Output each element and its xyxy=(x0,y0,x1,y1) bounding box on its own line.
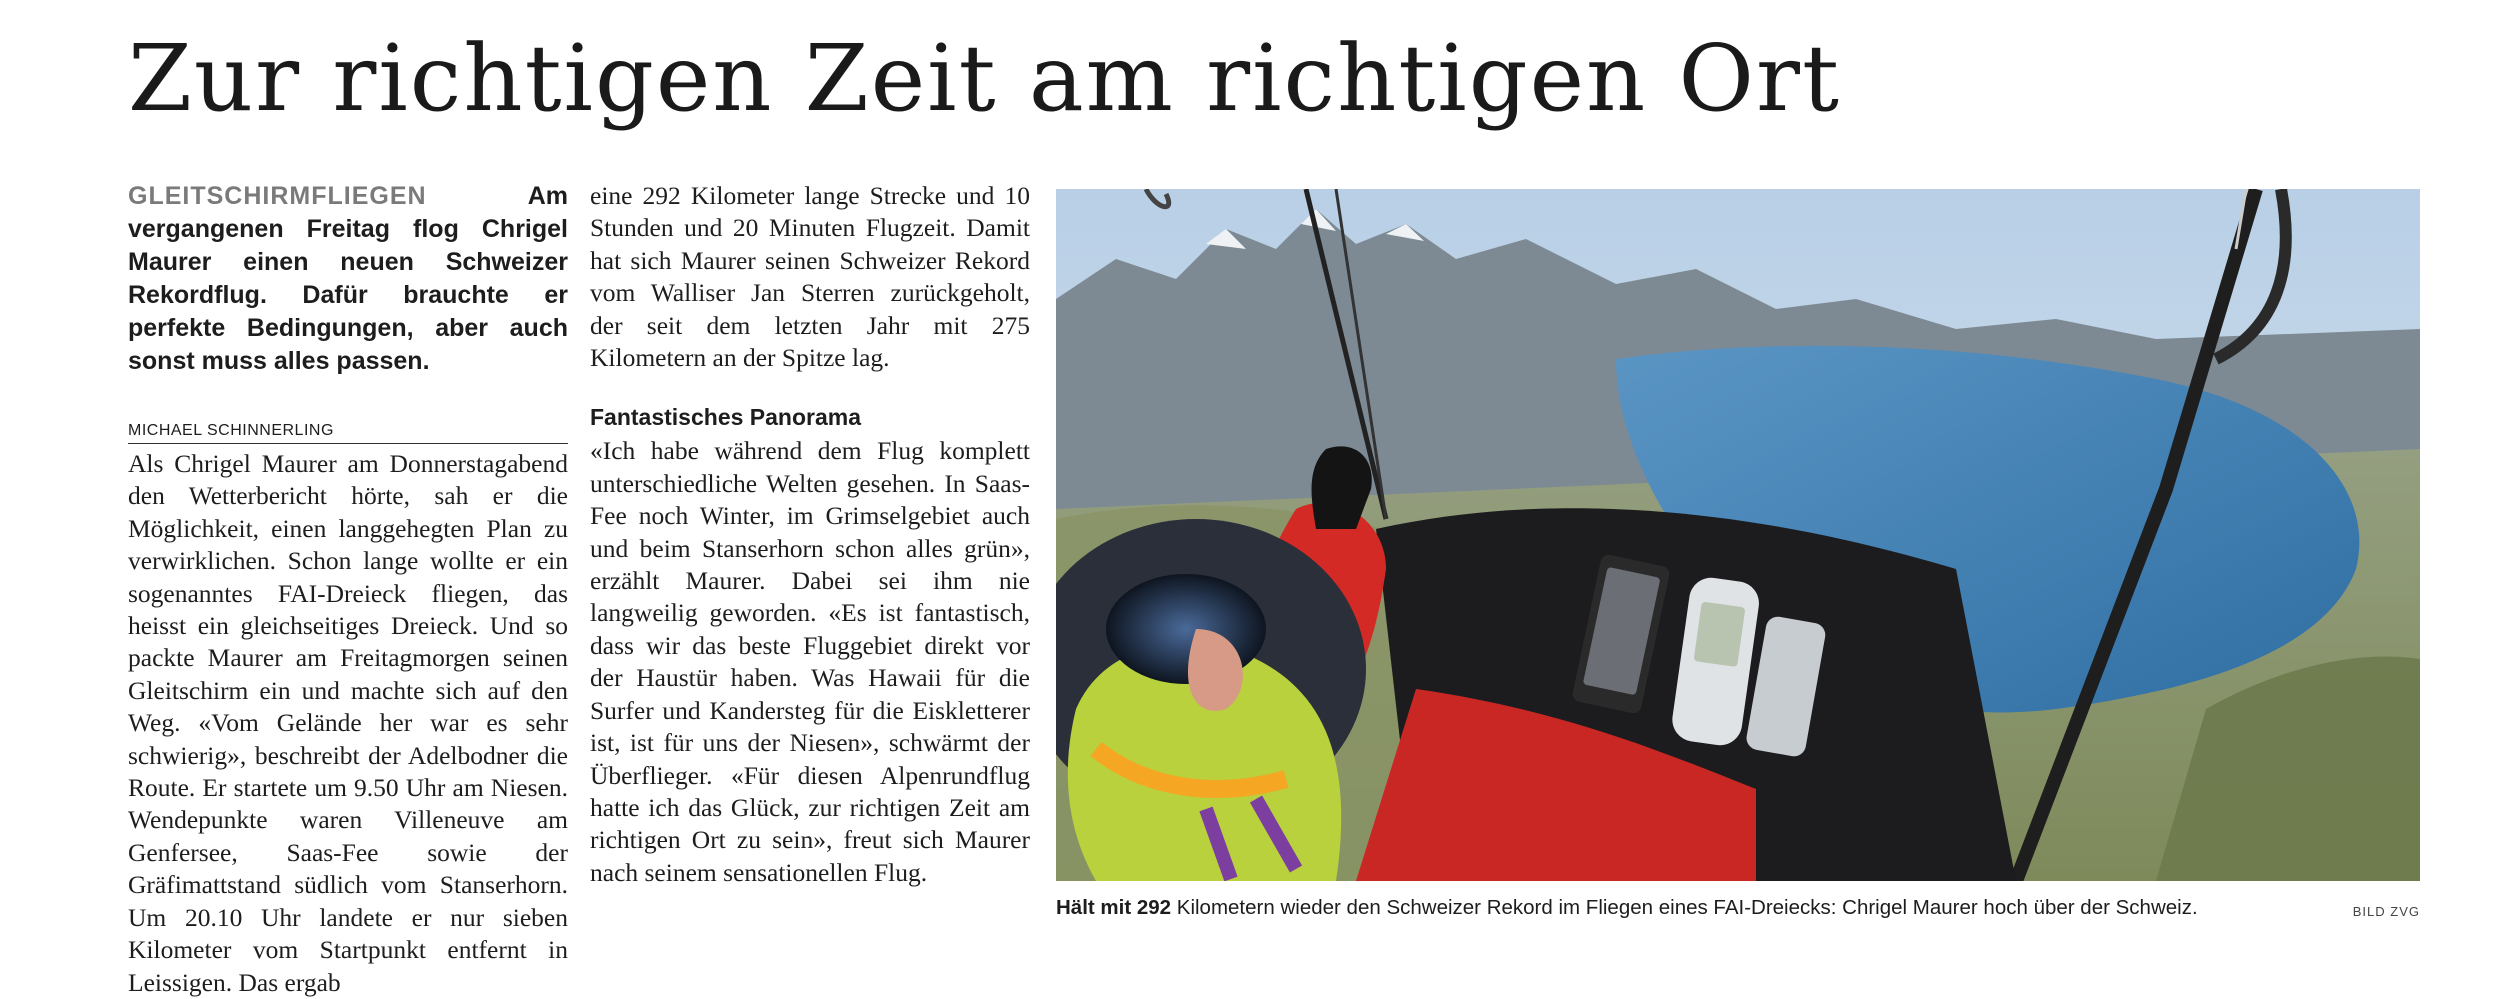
caption-bold: Hält mit 292 xyxy=(1056,896,1172,919)
body-column-2-text: eine 292 Kilometer lange Strecke und 10 Stunden und 20 Minuten Flugzeit. Damit hat sich Maurer seinen Schweizer Rekord vom Walliser Jan Sterren zurückgeholt, der seit dem letzten Jahr mit 275 Kilometern an der Spitze lag. xyxy=(590,181,1030,373)
article-lead xyxy=(128,180,568,378)
article-subhead: Fantastisches Panorama xyxy=(590,404,862,431)
paragliding-photo xyxy=(1056,189,2420,881)
body-paragraph-2: «Ich habe während dem Flug komplett unterschiedliche Welten gesehen. In Saas-Fee noch Winter, im Grimselgebiet auch und beim Stanserhorn schon alles grün», erzählt Maurer. Dabei sei ihm nie langweilig geworden. «Es ist fantastisch, dass wir das beste Fluggebiet direkt vor der Haustür haben. Was Hawaii für die Surfer und Kandersteg für die Eiskletterer ist, ist für uns der Niesen», schwärmt der Überflieger. «Für diesen Alpenrundflug hatte ich das Glück, zur richtigen Zeit am richtigen Ort zu sein», freut sich Maurer nach seinem sensationellen Flug. xyxy=(590,436,1030,887)
photo-illustration xyxy=(1056,189,2420,881)
article-headline: Zur richtigen Zeit am richtigen Ort xyxy=(128,25,1841,132)
photo-caption xyxy=(1056,896,2198,920)
article-column-1 xyxy=(128,180,568,999)
caption-text: Kilometern wieder den Schweizer Rekord im Fliegen eines FAI-Dreiecks: Chrigel Maurer hoch über der Schweiz. xyxy=(1171,896,2198,919)
rubric-label: GLEITSCHIRMFLIEGEN xyxy=(128,182,427,210)
lead-text: Am vergangenen Freitag flog Chrigel Maurer einen neuen Schweizer Rekordflug. Dafür brauchte er perfekte Bedingungen, aber auch sonst muss alles passen. xyxy=(128,182,568,375)
body-column-1-text: Als Chrigel Maurer am Donnerstagabend den Wetterbericht hörte, sah er die Möglichkeit, einen langgehegten Plan zu verwirklichen. Schon lange wollte er ein sogenanntes FAI-Dreieck fliegen, das heisst ein gleichseitiges Dreieck. Und so packte Maurer am Freitagmorgen seinen Gleitschirm ein und machte sich auf den Weg. «Vom Gelände her war es sehr schwierig», beschreibt der Adelbodner die Route. Er startete um 9.50 Uhr am Niesen. Wendepunkte waren Villeneuve am Genfersee, Saas-Fee sowie der Gräfimattstand südlich vom Stanserhorn. Um 20.10 Uhr landete er nur sieben Kilometer vom Startpunkt entfernt in Leissigen. Das ergab xyxy=(128,449,568,997)
article-column-2 xyxy=(590,180,1030,889)
photo-credit: BILD ZVG xyxy=(2352,904,2420,919)
author-byline: MICHAEL SCHINNERLING xyxy=(128,422,568,444)
